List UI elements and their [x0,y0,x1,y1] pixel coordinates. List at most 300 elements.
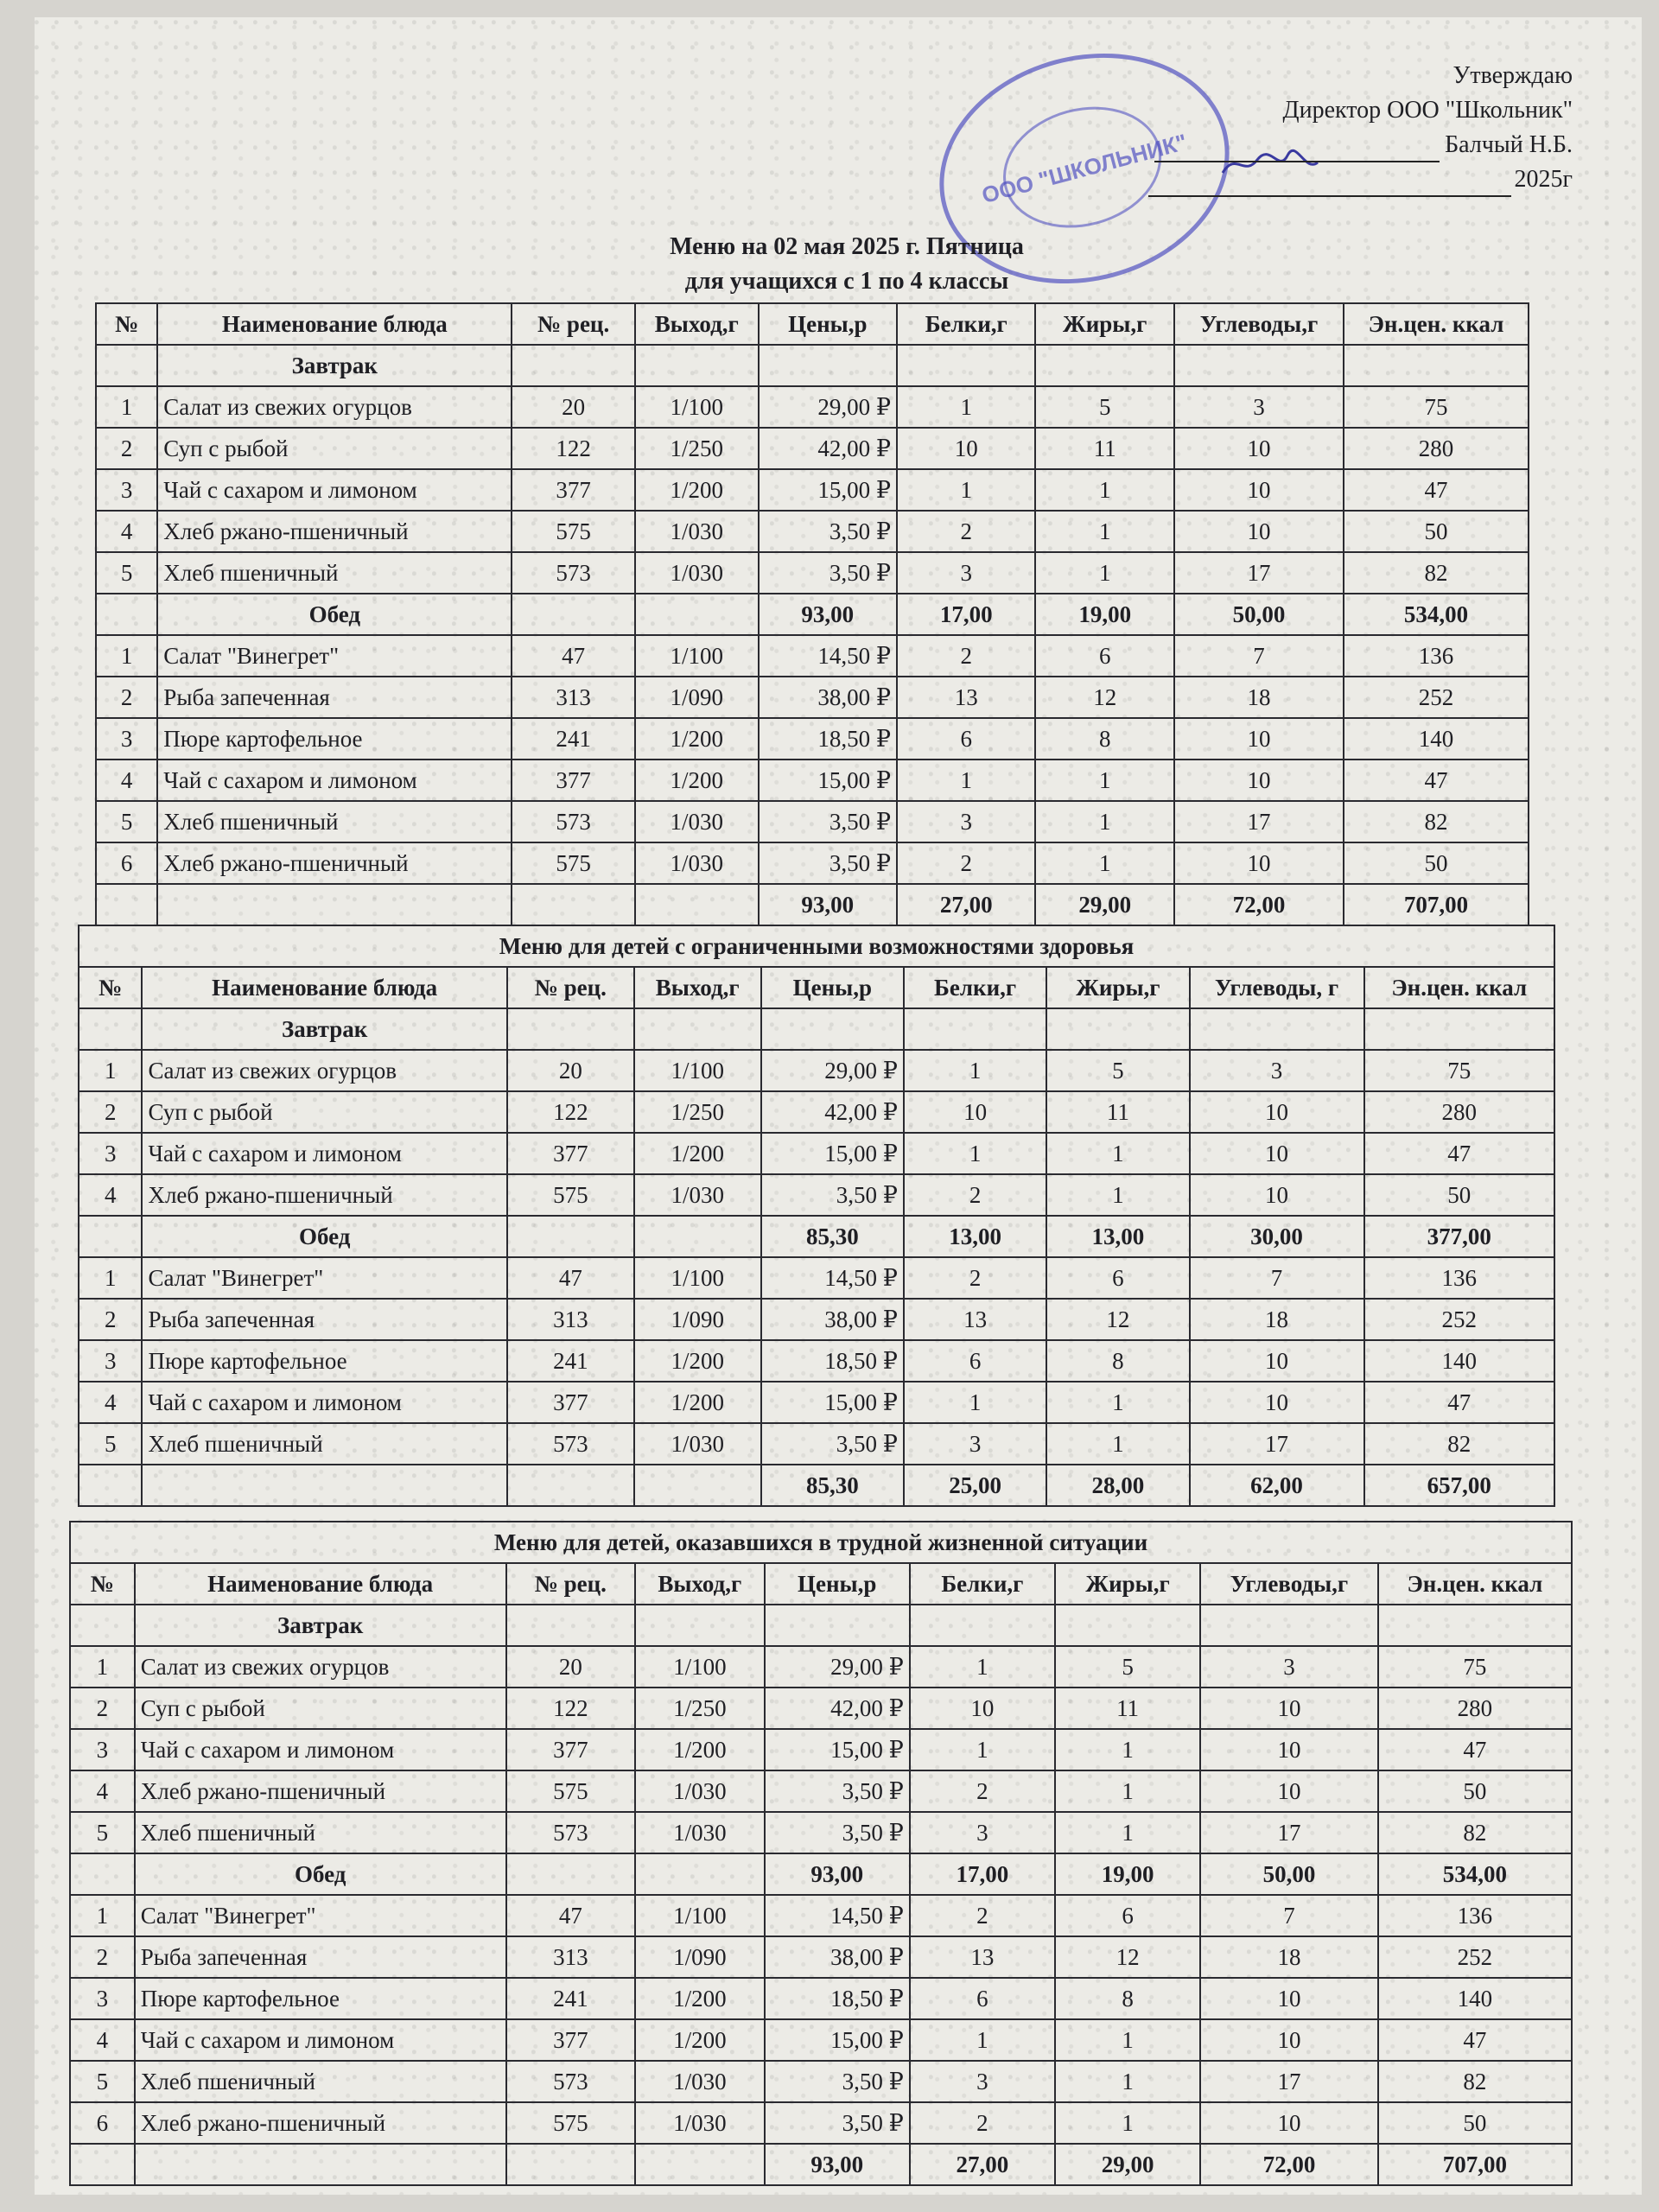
table-cell: 136 [1344,635,1529,677]
table-cell: 377 [506,1729,636,1770]
table-cell: 1 [70,1646,135,1688]
approval-date-row [1123,162,1573,197]
table-cell: 3 [70,1729,135,1770]
table-cell: 11 [1035,428,1173,469]
table-cell: 10 [897,428,1035,469]
table-cell: 18,50 ₽ [761,1340,904,1382]
table-cell: 10 [1174,428,1344,469]
table-row [79,1382,1554,1423]
table-cell: 82 [1378,1812,1572,1853]
table-cell: 122 [506,1688,636,1729]
table-cell: 3,50 ₽ [759,842,897,884]
total-cell: 377,00 [1364,1216,1554,1257]
table-row [96,718,1529,760]
meal-section-label: Завтрак [157,345,512,386]
total-cell: 534,00 [1344,594,1529,635]
table-cell: 3 [904,1423,1046,1465]
table-cell: 12 [1035,677,1173,718]
table-cell: Рыба запеченная [142,1299,506,1340]
column-header: Эн.цен. ккал [1344,303,1529,345]
table-row [79,1340,1554,1382]
table-cell: 10 [1200,1770,1378,1812]
table-cell: 15,00 ₽ [765,2019,910,2061]
table-cell: 1/250 [635,1688,765,1729]
table-cell: Пюре картофельное [142,1340,506,1382]
table-cell: 6 [96,842,157,884]
header-row [70,1563,1572,1605]
table-cell: 15,00 ₽ [765,1729,910,1770]
table-cell: 1 [1055,1770,1200,1812]
table-row [70,1729,1572,1770]
table-cell: 10 [1174,760,1344,801]
document-page [35,17,1642,2195]
total-cell: 17,00 [897,594,1035,635]
table-cell: 1/250 [634,1091,761,1133]
table-cell: Хлеб ржано-пшеничный [142,1174,506,1216]
table-cell: 3,50 ₽ [765,2061,910,2102]
empty-cell [506,1605,636,1646]
table-row [79,1299,1554,1340]
table-cell: 1/090 [635,1936,765,1978]
total-cell: 657,00 [1364,1465,1554,1506]
empty-cell [512,345,635,386]
column-header: Белки,г [897,303,1035,345]
table-cell: 6 [897,718,1035,760]
table-cell: 47 [1364,1133,1554,1174]
column-header: № [79,967,142,1008]
table-cell: 17 [1190,1423,1364,1465]
table-cell: 1 [70,1895,135,1936]
empty-cell [1174,345,1344,386]
table-row [96,552,1529,594]
table-cell: 20 [506,1646,636,1688]
table-cell: Суп с рыбой [135,1688,506,1729]
approval-block [1123,59,1573,197]
table-cell: 1/030 [635,2102,765,2144]
table-cell: 10 [1200,1978,1378,2019]
table-cell: 3 [79,1340,142,1382]
table-row [70,1978,1572,2019]
table-cell: 280 [1378,1688,1572,1729]
table-cell: 1/030 [635,801,759,842]
table-cell: 3 [1190,1050,1364,1091]
table-cell: 3,50 ₽ [765,2102,910,2144]
table-cell: 3 [897,552,1035,594]
table-cell: 10 [1200,2102,1378,2144]
table-cell: 2 [79,1299,142,1340]
column-header: Наименование блюда [142,967,506,1008]
table-cell: 50 [1344,842,1529,884]
table-cell: 10 [1190,1174,1364,1216]
empty-cell [634,1465,761,1506]
table-cell: 252 [1364,1299,1554,1340]
empty-cell [1046,1008,1189,1050]
table-cell: 14,50 ₽ [759,635,897,677]
total-cell: 27,00 [897,884,1035,925]
table-cell: 10 [1190,1382,1364,1423]
table-cell: 1/030 [635,1812,765,1853]
meal-section-label: Завтрак [142,1008,506,1050]
table-cell: 2 [897,842,1035,884]
table-cell: 122 [512,428,635,469]
table-cell: 3 [897,801,1035,842]
table-cell: 1 [904,1050,1046,1091]
table-cell: Пюре картофельное [135,1978,506,2019]
approval-date: 2025г [1514,166,1573,193]
table-cell: 377 [507,1133,634,1174]
table-cell: Хлеб пшеничный [135,2061,506,2102]
table-cell: 42,00 ₽ [759,428,897,469]
total-cell: 29,00 [1035,884,1173,925]
table-cell: 42,00 ₽ [765,1688,910,1729]
table-row [79,1423,1554,1465]
empty-cell [910,1605,1055,1646]
table-cell: 1/100 [635,635,759,677]
table-row [70,1812,1572,1853]
table-cell: 10 [1190,1133,1364,1174]
approval-line1: Утверждаю [1452,62,1573,89]
table-cell: 377 [507,1382,634,1423]
table-cell: 3 [79,1133,142,1174]
empty-cell [1344,345,1529,386]
total-cell: 25,00 [904,1465,1046,1506]
table-cell: 38,00 ₽ [761,1299,904,1340]
table-cell: 1/250 [635,428,759,469]
column-header: Выход,г [635,303,759,345]
table-cell: 18,50 ₽ [759,718,897,760]
table-cell: 10 [1174,718,1344,760]
meal-section-label: Обед [135,1853,506,1895]
column-header: Эн.цен. ккал [1364,967,1554,1008]
table-cell: 1/100 [634,1257,761,1299]
header-row [96,303,1529,345]
empty-cell [1055,1605,1200,1646]
table-row [96,386,1529,428]
table-row [70,1770,1572,1812]
table-cell: 1/030 [635,552,759,594]
menu-table-ovz [78,925,1555,1507]
table-cell: Салат "Винегрет" [142,1257,506,1299]
table-cell: 1/100 [635,1646,765,1688]
total-cell: 30,00 [1190,1216,1364,1257]
table-cell: 2 [897,511,1035,552]
table-cell: 18,50 ₽ [765,1978,910,2019]
table-cell: 17 [1200,2061,1378,2102]
empty-cell [765,1605,910,1646]
table-cell: 136 [1378,1895,1572,1936]
column-header: Цены,р [765,1563,910,1605]
table-cell: 1 [1035,842,1173,884]
empty-cell [135,2144,506,2185]
table-cell: 5 [70,2061,135,2102]
table-cell: 6 [1046,1257,1189,1299]
table-cell: 2 [96,677,157,718]
table-cell: 47 [1378,1729,1572,1770]
table-cell: 5 [96,801,157,842]
table-cell: 2 [910,1770,1055,1812]
empty-cell [635,345,759,386]
table-cell: 3 [96,469,157,511]
table-cell: 11 [1046,1091,1189,1133]
table-cell: 6 [70,2102,135,2144]
empty-cell [79,1465,142,1506]
total-cell: 50,00 [1174,594,1344,635]
total-row [70,2144,1572,2185]
table-cell: Чай с сахаром и лимоном [142,1133,506,1174]
table-cell: 280 [1364,1091,1554,1133]
table-cell: 42,00 ₽ [761,1091,904,1133]
column-header: № рец. [512,303,635,345]
table-cell: Салат из свежих огурцов [142,1050,506,1091]
table-cell: 50 [1378,2102,1572,2144]
table-cell: 15,00 ₽ [761,1133,904,1174]
table-cell: 14,50 ₽ [765,1895,910,1936]
table-cell: 1 [910,1729,1055,1770]
table-cell: 1 [1035,760,1173,801]
table-row [70,1688,1572,1729]
empty-cell [1200,1605,1378,1646]
table-cell: 573 [507,1423,634,1465]
table-cell: 241 [506,1978,636,2019]
table-cell: 3 [910,2061,1055,2102]
table-cell: Чай с сахаром и лимоном [135,1729,506,1770]
table-cell: 14,50 ₽ [761,1257,904,1299]
total-cell: 62,00 [1190,1465,1364,1506]
table-cell: 573 [506,1812,636,1853]
table-cell: 1 [910,1646,1055,1688]
table-cell: 11 [1055,1688,1200,1729]
table-cell: 13 [897,677,1035,718]
empty-cell [70,1605,135,1646]
table-cell: Хлеб пшеничный [157,552,512,594]
table-cell: Салат из свежих огурцов [135,1646,506,1688]
table-cell: 3,50 ₽ [759,511,897,552]
total-cell: 534,00 [1378,1853,1572,1895]
table-cell: 13 [904,1299,1046,1340]
table-cell: 15,00 ₽ [759,760,897,801]
table-cell: 18 [1174,677,1344,718]
meal-section-label: Обед [142,1216,506,1257]
table-cell: 18 [1190,1299,1364,1340]
table-cell: 2 [70,1688,135,1729]
table-row [96,469,1529,511]
empty-cell [634,1216,761,1257]
table-cell: 2 [79,1091,142,1133]
table-cell: Рыба запеченная [135,1936,506,1978]
table-row [79,1050,1554,1091]
table-cell: 3 [1200,1646,1378,1688]
table-cell: Пюре картофельное [157,718,512,760]
table-cell: 10 [1200,1688,1378,1729]
empty-cell [635,1853,765,1895]
table-cell: 573 [506,2061,636,2102]
table-cell: 280 [1344,428,1529,469]
table-cell: 50 [1364,1174,1554,1216]
empty-cell [507,1465,634,1506]
total-cell: 50,00 [1200,1853,1378,1895]
table-cell: 17 [1174,552,1344,594]
table-cell: 4 [79,1382,142,1423]
table-cell: 1/030 [634,1423,761,1465]
table-row [96,677,1529,718]
total-cell: 93,00 [765,2144,910,2185]
table-cell: 10 [1174,511,1344,552]
table-cell: 1 [897,760,1035,801]
table-cell: 29,00 ₽ [759,386,897,428]
table-row [70,1895,1572,1936]
table-cell: 3,50 ₽ [765,1770,910,1812]
table-cell: 1 [1055,1812,1200,1853]
table-cell: 20 [512,386,635,428]
empty-cell [157,884,512,925]
table-cell: 50 [1378,1770,1572,1812]
date-line [1148,173,1511,197]
table-row [70,2019,1572,2061]
table-cell: 8 [1055,1978,1200,2019]
table-row [79,1174,1554,1216]
table-cell: Чай с сахаром и лимоном [157,760,512,801]
table-cell: Хлеб пшеничный [142,1423,506,1465]
table-row [96,511,1529,552]
table-cell: 2 [70,1936,135,1978]
table-cell: 15,00 ₽ [761,1382,904,1423]
section-title: Меню для детей, оказавшихся в трудной жизненной ситуации [70,1522,1572,1563]
total-cell: 93,00 [759,884,897,925]
table-cell: Хлеб ржано-пшеничный [135,2102,506,2144]
table-cell: Суп с рыбой [142,1091,506,1133]
total-cell: 19,00 [1035,594,1173,635]
table-cell: Хлеб ржано-пшеничный [157,511,512,552]
empty-cell [512,594,635,635]
table-cell: 377 [512,469,635,511]
empty-cell [142,1465,506,1506]
approval-line2: Директор ООО "Школьник" [1282,97,1573,124]
table-cell: 3,50 ₽ [761,1174,904,1216]
table-cell: 10 [910,1688,1055,1729]
table-cell: 241 [512,718,635,760]
table-cell: 575 [506,2102,636,2144]
table-cell: Салат из свежих огурцов [157,386,512,428]
table-cell: 6 [904,1340,1046,1382]
table-cell: Чай с сахаром и лимоном [135,2019,506,2061]
empty-cell [96,345,157,386]
table-cell: 575 [506,1770,636,1812]
column-header: № рец. [506,1563,636,1605]
table-cell: 1 [1035,801,1173,842]
table-cell: 252 [1344,677,1529,718]
table-cell: 1 [1035,511,1173,552]
empty-cell [79,1216,142,1257]
table-cell: 2 [96,428,157,469]
table-cell: 47 [1378,2019,1572,2061]
table-cell: 1 [904,1382,1046,1423]
column-header: Наименование блюда [157,303,512,345]
lunch-header-total-row [96,594,1529,635]
total-cell: 85,30 [761,1465,904,1506]
table-cell: 29,00 ₽ [765,1646,910,1688]
total-cell: 707,00 [1344,884,1529,925]
table-cell: 1 [96,635,157,677]
table-cell: 1/200 [635,469,759,511]
empty-cell [512,884,635,925]
total-cell: 27,00 [910,2144,1055,2185]
table-cell: Салат "Винегрет" [135,1895,506,1936]
approval-signer-row [1123,128,1573,162]
table-cell: 3,50 ₽ [759,801,897,842]
meal-section-label: Завтрак [135,1605,506,1646]
table-cell: 47 [1344,469,1529,511]
table-cell: 1 [1046,1423,1189,1465]
table-cell: 47 [1364,1382,1554,1423]
column-header: Жиры,г [1035,303,1173,345]
table-cell: 1/200 [635,2019,765,2061]
table-cell: 50 [1344,511,1529,552]
menu-table-tjs [69,1521,1573,2186]
total-cell: 93,00 [759,594,897,635]
table-cell: 3 [70,1978,135,2019]
empty-cell [635,2144,765,2185]
table-cell: 377 [512,760,635,801]
table-cell: 1 [1055,2061,1200,2102]
table-cell: 4 [70,2019,135,2061]
table-cell: 13 [910,1936,1055,1978]
table-cell: 7 [1200,1895,1378,1936]
table-cell: 140 [1364,1340,1554,1382]
table-cell: 10 [1174,842,1344,884]
table-cell: 5 [1046,1050,1189,1091]
empty-cell [70,2144,135,2185]
table-cell: 18 [1200,1936,1378,1978]
table-cell: 241 [507,1340,634,1382]
column-header: Жиры,г [1046,967,1189,1008]
table-cell: 1 [910,2019,1055,2061]
column-header: Белки,г [910,1563,1055,1605]
empty-cell [506,1853,636,1895]
table-cell: 6 [1035,635,1173,677]
column-header: Наименование блюда [135,1563,506,1605]
table-cell: 29,00 ₽ [761,1050,904,1091]
total-row [79,1465,1554,1506]
table-row [70,1936,1572,1978]
section-title-row [70,1522,1572,1563]
table-cell: 82 [1364,1423,1554,1465]
table-cell: 75 [1378,1646,1572,1688]
table-cell: 1 [1046,1133,1189,1174]
table-cell: Чай с сахаром и лимоном [142,1382,506,1423]
meal-section-row [70,1605,1572,1646]
table-cell: 1/100 [635,386,759,428]
table-cell: 1 [79,1050,142,1091]
table-cell: 1 [1035,552,1173,594]
table-cell: 1/030 [635,1770,765,1812]
total-cell: 29,00 [1055,2144,1200,2185]
table-cell: 47 [506,1895,636,1936]
empty-cell [79,1008,142,1050]
total-cell: 93,00 [765,1853,910,1895]
table-cell: 1 [96,386,157,428]
table-cell: Хлеб пшеничный [157,801,512,842]
table-cell: 3 [1174,386,1344,428]
table-cell: 140 [1378,1978,1572,2019]
empty-cell [96,884,157,925]
table-cell: 140 [1344,718,1529,760]
column-header: Жиры,г [1055,1563,1200,1605]
table-cell: 38,00 ₽ [759,677,897,718]
column-header: № [96,303,157,345]
column-header: Углеводы, г [1190,967,1364,1008]
table-row [79,1133,1554,1174]
table-cell: 313 [507,1299,634,1340]
